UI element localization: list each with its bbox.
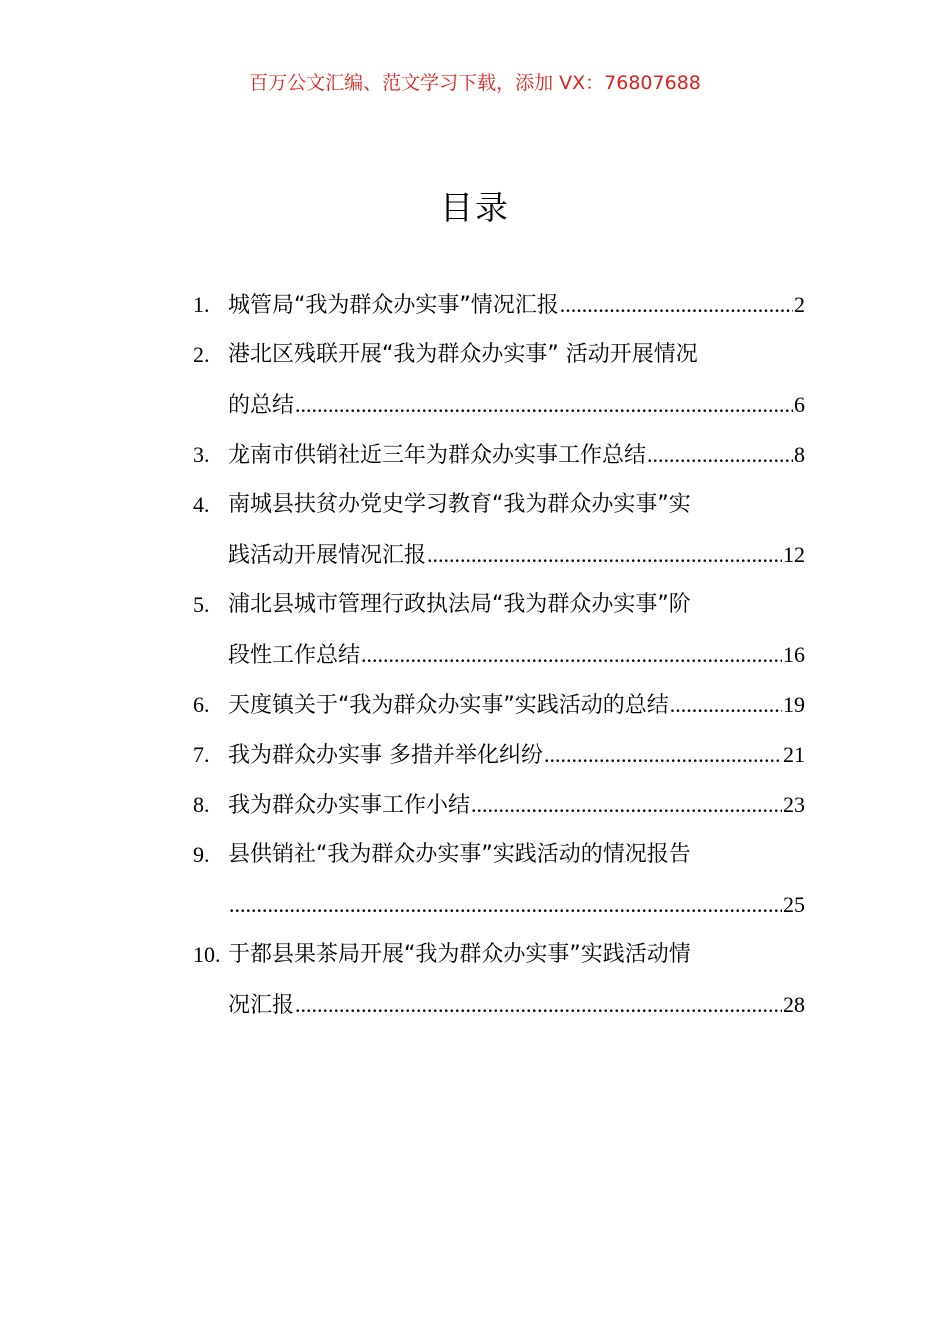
- toc-entry-line: [228, 480, 805, 530]
- toc-leader-dots: [560, 280, 793, 330]
- toc-entry-title: 港北区残联开展“我为群众办实事” 活动开展情况: [228, 342, 698, 367]
- toc-entry-title: 段性工作总结: [228, 643, 361, 668]
- toc-entry-line: [228, 680, 805, 730]
- toc-page-number: 12: [783, 542, 805, 567]
- toc-entry-title: 的总结: [228, 393, 295, 418]
- toc-entry-title: 践活动开展情况汇报: [228, 543, 427, 568]
- toc-entry-number: 9.: [193, 842, 210, 867]
- toc-leader-dots: [647, 430, 793, 480]
- toc-page-number: 6: [794, 392, 805, 417]
- toc-entry-title: 龙南市供销社近三年为群众办实事工作总结: [228, 443, 647, 468]
- toc-page-number: 16: [783, 642, 805, 667]
- toc-page-number: 25: [783, 892, 805, 917]
- watermark-header: 百万公文汇编、范文学习下载，添加 VX：76807688: [249, 72, 701, 94]
- toc-entry-line: [228, 730, 805, 780]
- toc-entry-number: 2.: [193, 342, 210, 367]
- toc-entry-line: [228, 830, 805, 880]
- toc-entry-title: 于都县果茶局开展“我为群众办实事”实践活动情: [228, 942, 691, 967]
- toc-page-number: 8: [794, 442, 805, 467]
- toc-entry-number: 6.: [193, 692, 210, 717]
- toc-entry-title: 我为群众办实事 多措并举化纠纷: [228, 743, 543, 768]
- toc-leader-dots: [427, 530, 782, 580]
- toc-entry-title: 南城县扶贫办党史学习教育“我为群众办实事”实: [228, 492, 691, 517]
- toc-page-number: 28: [783, 992, 805, 1017]
- toc-entry[interactable]: [193, 780, 805, 830]
- toc-entry[interactable]: [193, 580, 805, 680]
- toc-entry-number: 7.: [193, 742, 210, 767]
- toc-entry-title: 县供销社“我为群众办实事”实践活动的情况报告: [228, 842, 691, 867]
- page-title: 目录: [440, 188, 510, 227]
- toc-entry[interactable]: [193, 680, 805, 730]
- toc-entry[interactable]: [193, 280, 805, 330]
- toc-entry-title: 我为群众办实事工作小结: [228, 793, 471, 818]
- toc-leader-dots: [471, 780, 782, 830]
- toc-entry-number: 10.: [193, 942, 221, 967]
- toc-entry-line: [228, 780, 805, 830]
- toc-entry-title: 况汇报: [228, 993, 295, 1018]
- toc-leader-dots: [361, 630, 782, 680]
- toc-entry-number: 5.: [193, 592, 210, 617]
- toc-entry-line: [228, 930, 805, 980]
- toc-entry-number: 8.: [193, 792, 210, 817]
- toc-entry-number: 4.: [193, 492, 210, 517]
- toc-entry[interactable]: [193, 930, 805, 1030]
- toc-entry[interactable]: [193, 830, 805, 930]
- toc-entry[interactable]: [193, 480, 805, 580]
- toc-leader-dots: [295, 380, 793, 430]
- toc-entry[interactable]: [193, 730, 805, 780]
- toc-page-number: 21: [783, 742, 805, 767]
- toc-entry-line: [228, 630, 805, 680]
- toc-entry-number: 3.: [193, 442, 210, 467]
- toc-leader-dots: [670, 680, 782, 730]
- toc-leader-dots: [544, 730, 782, 780]
- toc-entry[interactable]: [193, 330, 805, 430]
- toc-entry-line: [228, 430, 805, 480]
- toc-entry-line: [228, 980, 805, 1030]
- toc-page-number: 23: [783, 792, 805, 817]
- toc-entry-line: [228, 330, 805, 380]
- toc-entry-title: 浦北县城市管理行政执法局“我为群众办实事”阶: [228, 592, 691, 617]
- toc-leader-dots: [229, 880, 782, 930]
- toc-page-number: 19: [783, 692, 805, 717]
- toc-entry-line: [228, 580, 805, 630]
- toc-entry-line: [228, 530, 805, 580]
- toc-leader-dots: [295, 980, 782, 1030]
- toc-entry-line: [228, 380, 805, 430]
- toc-entry-title: 城管局“我为群众办实事”情况汇报: [228, 293, 559, 318]
- toc-page-number: 2: [794, 292, 805, 317]
- toc-entry[interactable]: [193, 430, 805, 480]
- toc-entry-line: [228, 880, 805, 930]
- toc-entry-number: 1.: [193, 292, 210, 317]
- table-of-contents: [193, 280, 805, 1030]
- toc-entry-line: [228, 280, 805, 330]
- toc-entry-title: 天度镇关于“我为群众办实事”实践活动的总结: [228, 693, 669, 718]
